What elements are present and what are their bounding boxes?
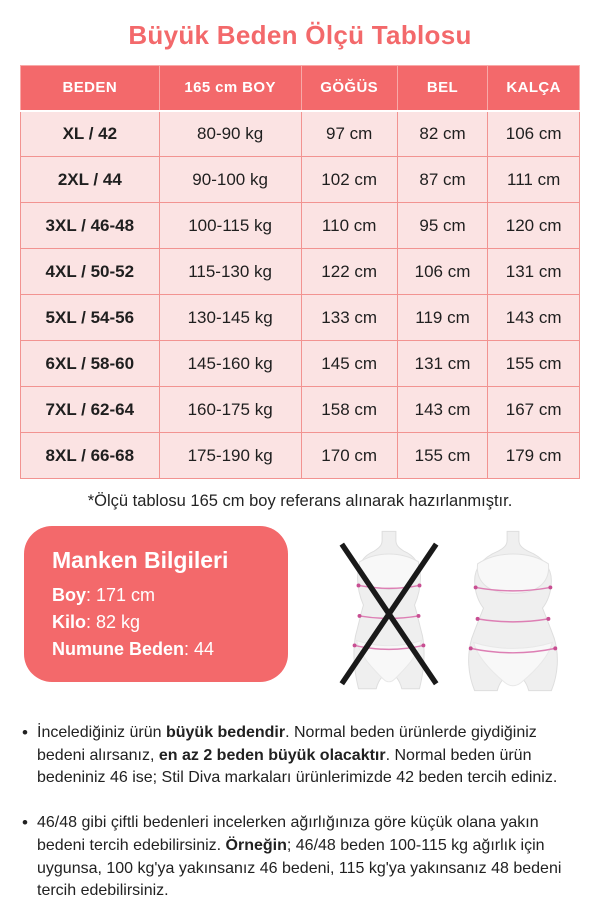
column-header-size: BEDEN (21, 66, 160, 111)
weight-cell: 100-115 kg (159, 203, 301, 249)
size-cell: 5XL / 54-56 (21, 295, 160, 341)
bust-cell: 102 cm (301, 157, 397, 203)
hip-cell: 106 cm (488, 111, 580, 157)
weight-cell: 115-130 kg (159, 249, 301, 295)
table-footnote: *Ölçü tablosu 165 cm boy referans alınarak hazırlanmıştır. (87, 492, 513, 510)
model-height-label: Boy (52, 585, 87, 605)
measured-body-icon (454, 528, 572, 696)
crossed-out-body-icon (330, 528, 448, 696)
table-row (21, 203, 580, 249)
hip-cell: 167 cm (488, 387, 580, 433)
table-row (21, 111, 580, 157)
size-cell: 2XL / 44 (21, 157, 160, 203)
column-header-weight: 165 cm BOY (159, 66, 301, 111)
model-weight-value: : 82 kg (86, 612, 141, 632)
model-info-card (24, 526, 288, 682)
waist-cell: 82 cm (397, 111, 488, 157)
weight-cell: 130-145 kg (159, 295, 301, 341)
hip-cell: 111 cm (488, 157, 580, 203)
size-cell: 8XL / 66-68 (21, 433, 160, 479)
bust-cell: 158 cm (301, 387, 397, 433)
waist-cell: 87 cm (397, 157, 488, 203)
bust-cell: 145 cm (301, 341, 397, 387)
body-figures (330, 528, 572, 696)
size-cell: XL / 42 (21, 111, 160, 157)
model-sample-size-label: Numune Beden (52, 639, 185, 659)
weight-cell: 145-160 kg (159, 341, 301, 387)
model-sample-size-line (52, 639, 268, 660)
model-info-title: Manken Bilgileri (52, 547, 229, 573)
table-row (21, 249, 580, 295)
waist-cell: 143 cm (397, 387, 488, 433)
hip-cell: 143 cm (488, 295, 580, 341)
waist-cell: 106 cm (397, 249, 488, 295)
table-header-row (21, 66, 580, 111)
bust-cell: 122 cm (301, 249, 397, 295)
note-item-double-sizes: • 46/48 gibi çiftli bedenleri incelerken ağırlığınıza göre küçük olana yakın bedeni tercih edebilirsiniz. Örneğin; 46/48 beden 100-115 kg ağırlık için uygunsa, 100 kg'ya yakınsanız 46 bedeni, 115 kg'ya yakınsanız 48 bedeni tercih edebilirsiniz. (22, 812, 582, 903)
size-table (20, 65, 580, 479)
table-row (21, 387, 580, 433)
bust-cell: 133 cm (301, 295, 397, 341)
size-cell: 4XL / 50-52 (21, 249, 160, 295)
model-height-line (52, 585, 268, 606)
weight-cell: 160-175 kg (159, 387, 301, 433)
size-cell: 6XL / 58-60 (21, 341, 160, 387)
model-height-value: : 171 cm (86, 585, 156, 605)
waist-cell: 131 cm (397, 341, 488, 387)
weight-cell: 175-190 kg (159, 433, 301, 479)
size-cell: 7XL / 62-64 (21, 387, 160, 433)
model-sample-size-value: : 44 (184, 639, 215, 659)
bust-cell: 97 cm (301, 111, 397, 157)
weight-cell: 80-90 kg (159, 111, 301, 157)
notes-list (22, 722, 582, 903)
hip-cell: 120 cm (488, 203, 580, 249)
table-row (21, 341, 580, 387)
note-item-sizing: • İncelediğiniz ürün büyük bedendir. Normal beden ürünlerde giydiğiniz bedeni alırsanız, en az 2 beden büyük olacaktır. Normal beden ürün bedeniniz 46 ise; Stil Diva markaları ürünlerimizde 42 beden tercih ediniz. (22, 722, 582, 790)
waist-cell: 95 cm (397, 203, 488, 249)
column-header-waist: BEL (397, 66, 488, 111)
hip-cell: 155 cm (488, 341, 580, 387)
table-row (21, 295, 580, 341)
page-title: Büyük Beden Ölçü Tablosu (128, 20, 472, 50)
hip-cell: 179 cm (488, 433, 580, 479)
table-row (21, 157, 580, 203)
size-cell: 3XL / 46-48 (21, 203, 160, 249)
bust-cell: 170 cm (301, 433, 397, 479)
model-weight-label: Kilo (52, 612, 86, 632)
column-header-hip: KALÇA (488, 66, 580, 111)
model-info-section (24, 526, 600, 696)
waist-cell: 155 cm (397, 433, 488, 479)
model-weight-line (52, 612, 268, 633)
hip-cell: 131 cm (488, 249, 580, 295)
bust-cell: 110 cm (301, 203, 397, 249)
waist-cell: 119 cm (397, 295, 488, 341)
weight-cell: 90-100 kg (159, 157, 301, 203)
column-header-bust: GÖĞÜS (301, 66, 397, 111)
table-row (21, 433, 580, 479)
